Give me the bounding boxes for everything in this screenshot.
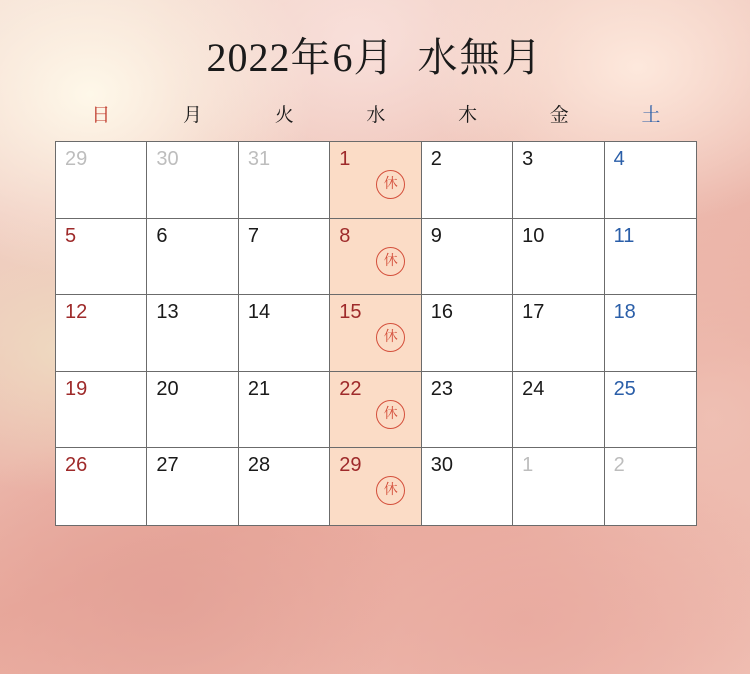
calendar-day-cell[interactable] [330, 295, 421, 372]
day-number: 31 [247, 148, 271, 170]
calendar-day-cell[interactable] [422, 372, 513, 449]
calendar-day-cell[interactable] [239, 142, 330, 219]
calendar-day-cell[interactable] [422, 219, 513, 296]
weekday-label-1: 月 [183, 105, 203, 126]
day-number: 8 [339, 224, 351, 247]
title-year-unit: 年 [290, 35, 333, 80]
calendar-day-cell[interactable] [239, 295, 330, 372]
day-number: 11 [613, 224, 635, 247]
calendar-day-cell[interactable] [513, 142, 604, 219]
day-number: 28 [247, 454, 271, 477]
calendar-title [0, 26, 750, 83]
calendar-day-cell[interactable] [513, 219, 604, 296]
weekday-label-3: 水 [366, 105, 386, 126]
day-number: 5 [65, 224, 77, 247]
holiday-stamp-icon: 休 [376, 323, 405, 352]
calendar-day-cell[interactable] [605, 448, 696, 525]
day-number: 13 [156, 301, 179, 324]
weekday-label-6: 土 [641, 105, 661, 126]
weekday-header-row [55, 100, 697, 127]
day-number: 6 [156, 224, 168, 247]
title-month: 6 [332, 35, 354, 80]
day-number: 22 [339, 377, 362, 400]
calendar-day-cell[interactable] [56, 295, 147, 372]
holiday-stamp-icon: 休 [376, 476, 405, 505]
holiday-stamp-icon: 休 [376, 247, 405, 276]
day-number: 7 [247, 224, 259, 247]
day-number: 10 [522, 224, 545, 247]
calendar-day-cell[interactable] [239, 372, 330, 449]
day-number: 9 [430, 224, 442, 247]
day-number: 2 [430, 148, 442, 170]
calendar-day-cell[interactable] [330, 448, 421, 525]
calendar-day-cell[interactable] [56, 448, 147, 525]
day-number: 1 [522, 454, 534, 477]
holiday-stamp-icon: 休 [376, 400, 405, 429]
day-number: 4 [613, 148, 625, 170]
calendar-day-cell[interactable] [147, 142, 238, 219]
calendar-day-cell[interactable] [422, 448, 513, 525]
day-number: 26 [65, 454, 88, 477]
day-number: 29 [65, 148, 88, 170]
calendar-day-cell[interactable] [239, 219, 330, 296]
calendar-day-cell[interactable] [605, 219, 696, 296]
calendar-day-cell[interactable] [56, 372, 147, 449]
day-number: 27 [156, 454, 179, 477]
calendar-day-cell[interactable] [513, 295, 604, 372]
calendar-grid [55, 141, 697, 526]
calendar-day-cell[interactable] [605, 142, 696, 219]
day-number: 16 [430, 301, 453, 324]
day-number: 17 [522, 301, 545, 324]
day-number: 24 [522, 377, 545, 400]
calendar-day-cell[interactable] [513, 448, 604, 525]
title-month-unit: 月 [353, 35, 396, 80]
holiday-stamp-icon: 休 [376, 170, 405, 199]
title-year: 2022 [206, 35, 291, 80]
day-number: 2 [613, 454, 625, 477]
calendar-day-cell[interactable] [147, 295, 238, 372]
calendar-day-cell[interactable] [605, 295, 696, 372]
day-number: 29 [339, 454, 362, 477]
calendar-day-cell[interactable] [330, 219, 421, 296]
day-number: 30 [156, 148, 179, 170]
weekday-label-5: 金 [549, 105, 569, 126]
day-number: 12 [65, 301, 88, 324]
title-old-month-name: 水無月 [417, 35, 544, 80]
calendar-day-cell[interactable] [56, 219, 147, 296]
weekday-label-4: 木 [458, 105, 478, 126]
weekday-label-2: 火 [274, 105, 294, 126]
day-number: 3 [522, 148, 534, 170]
day-number: 25 [613, 377, 636, 400]
calendar-day-cell[interactable] [147, 219, 238, 296]
day-number: 14 [247, 301, 271, 324]
day-number: 18 [613, 301, 636, 324]
calendar-day-cell[interactable] [513, 372, 604, 449]
calendar-day-cell[interactable] [422, 295, 513, 372]
calendar-day-cell[interactable] [147, 448, 238, 525]
calendar-day-cell[interactable] [330, 372, 421, 449]
day-number: 15 [339, 301, 362, 324]
day-number: 19 [65, 377, 88, 400]
calendar-day-cell[interactable] [605, 372, 696, 449]
day-number: 20 [156, 377, 179, 400]
calendar-day-cell[interactable] [56, 142, 147, 219]
weekday-label-0: 日 [91, 105, 111, 126]
calendar-day-cell[interactable] [147, 372, 238, 449]
day-number: 23 [430, 377, 453, 400]
calendar-day-cell[interactable] [330, 142, 421, 219]
day-number: 1 [339, 148, 351, 170]
calendar-day-cell[interactable] [239, 448, 330, 525]
day-number: 30 [430, 454, 453, 477]
calendar-day-cell[interactable] [422, 142, 513, 219]
day-number: 21 [247, 377, 271, 400]
